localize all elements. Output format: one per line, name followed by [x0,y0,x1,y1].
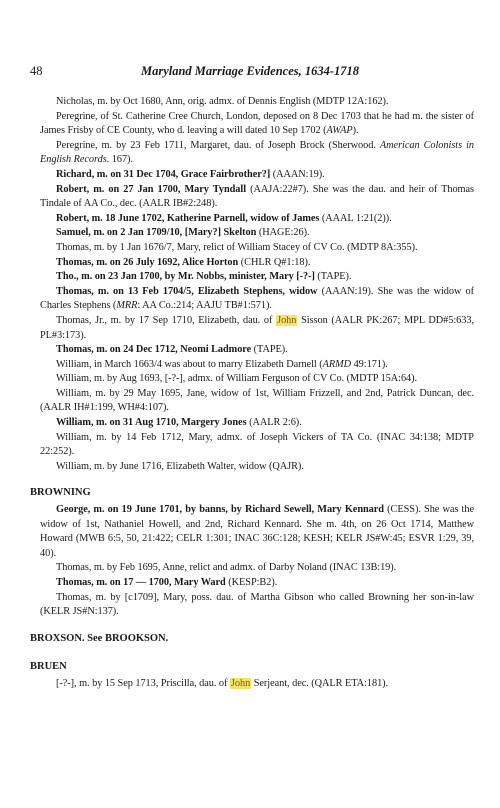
entry-text: Thomas, m. on 13 Feb 1704/5, Elizabeth Stephens, widow [56,285,318,297]
entry-text: (CHLR Q#1:18). [238,256,311,268]
entry-text: Thomas, m. on 17 — 1700, Mary Ward [56,577,226,588]
entry-text: Sisson (AALR PK:267; MPL DD#5:633, PL#3:173). [40,314,474,341]
page-header [30,64,470,80]
entry-text: (AALR 2:6). [246,417,302,429]
entry-text: (HAGE:26). [256,227,310,239]
entry-text: Peregrine, m. by 23 Feb 1711, Margaret, dau. of Joseph Brock (Sherwood. [56,139,380,151]
entry-text: . 167). [106,154,133,166]
entry-text: American Colonists in English Records [40,139,474,166]
entry-text: Robert, m. on 27 Jan 1700, Mary Tyndall [56,183,247,195]
entry-text: William, m. by 14 Feb 1712, Mary, admx. of Joseph Vickers of TA Co. (INAC 34:138; MDTP 22:252). [40,431,474,458]
entry-text: AWAP [326,125,353,137]
marriage-entry [30,183,474,212]
highlighted-term: John [230,677,251,689]
entry-text: (AAJA:22#7). She was the dau. and heir of Thomas Tindale of AA Co., dec. (AALR IB#2:248). [40,183,474,210]
entry-text: Thomas, m. on 24 Dec 1712, Neomi Ladmore [56,344,252,356]
marriage-entry [30,358,474,373]
marriage-entry [30,110,474,139]
surname-heading-bruen: BRUEN [30,661,67,673]
entry-text: [-?-], m. by 15 Sep 1713, Priscilla, dau. of [56,677,230,689]
marriage-entry [30,256,474,271]
entry-text: Peregrine, of St. Catherine Cree Church, London, deposed on 8 Dec 1703 that he had m. the sister of James Frisby of CE County, who d. leaving a will dated 10 Sep 1702 ( [40,110,474,137]
marriage-entry [30,212,474,227]
marriage-entry [30,285,474,314]
marriage-entry [30,270,474,285]
highlighted-term: John [277,314,297,326]
entry-text: Thomas, m. on 26 July 1692, Alice Horton [56,256,239,268]
marriage-entry [30,314,474,343]
entry-text: Nicholas, m. by Oct 1680, Ann, orig. admx. of Dennis English (MDTP 12A:162). [56,96,389,107]
running-title: Maryland Marriage Evidences, 1634-1718 [140,64,360,78]
entry-text: MRR [116,300,138,312]
entry-text: George, m. on 19 June 1701, by banns, by Richard Sewell, Mary Kennard [56,504,384,516]
entry-text: ). [352,125,359,137]
entry-text: Serjeant, dec. (QALR ETA:181). [251,677,389,689]
entry-text: (CESS). She was the widow of 1st, Nathaniel Howell, and 2nd, Richard Kennard. She m. 4th, on 26 Oct 1714, Matthew Howard (MWB 6:5, 50, 21:422; CELR 1:301; INAC 36C:128; KESH; KELR JS#W:45; ESVR 1:29, 39, 40). [40,504,474,559]
entry-text: Robert, m. 18 June 1702, Katherine Parnell, widow of James [56,212,320,224]
entry-text: William, m. by 29 May 1695, Jane, widow of 1st, William Frizzell, and 2nd, Patrick Duncan, dec. (AALR IH#1:199, WH#4:107). [40,387,474,414]
marriage-entry [30,168,474,183]
marriage-entry [30,591,474,620]
entry-text: Thomas, Jr., m. by 17 Sep 1710, Elizabeth, dau. of [56,314,277,326]
page-content [30,95,474,692]
entry-text: : AA Co.:214; AAJU TB#1:571). [137,300,272,312]
entry-text: William, m. by Aug 1693, [-?-], admx. of William Ferguson of CV Co. (MDTP 15A:64). [56,373,418,385]
entries-brown [30,95,474,474]
page-number: 48 [30,64,43,78]
marriage-entry [30,343,474,358]
marriage-entry [30,677,474,692]
entry-text: Thomas, m. by [c1709], Mary, poss. dau. of Martha Gibson who called Browning her son-in-law (KELR JS#N:137). [40,591,474,618]
marriage-entry [30,241,474,256]
marriage-entry [30,139,474,168]
entry-text: William, m. by June 1716, Elizabeth Walter, widow (QAJR). [56,460,304,472]
marriage-entry [30,416,474,431]
marriage-entry [30,372,474,387]
marriage-entry [30,226,474,241]
entry-text: Thomas, m. by Feb 1695, Anne, relict and admx. of Darby Noland (INAC 13B:19). [56,562,397,574]
entry-text: Tho., m. on 23 Jan 1700, by Mr. Nobbs, minister, Mary [-?-] [56,271,315,283]
entry-text: Samuel, m. on 2 Jan 1709/10, [Mary?] Skelton [56,227,257,239]
surname-heading-browning: BROWNING [30,487,91,499]
marriage-entry [30,95,474,110]
entry-text: William, m. on 31 Aug 1710, Margery Jones [56,417,247,429]
cross-reference-broxson: BROXSON. See BROOKSON. [30,632,169,644]
entry-text: (TAPE). [314,271,352,283]
marriage-entry [30,576,474,591]
marriage-entry [30,503,474,561]
entry-text: (AAAN:19). She was the widow of Charles Stephens ( [40,285,474,312]
entry-text: (KESP:B2). [225,577,278,588]
entries-bruen [30,677,474,692]
entry-text: 49:171). [351,358,388,370]
entry-text: (AAAN:19). [270,168,325,180]
marriage-entry [30,387,474,416]
marriage-entry [30,460,474,475]
entry-text: (TAPE). [251,344,288,356]
entry-text: ARMD [322,358,352,370]
entry-text: Richard, m. on 31 Dec 1704, Grace Fairbrother?] [56,168,271,180]
marriage-entry [30,561,474,576]
entries-browning [30,503,474,620]
marriage-entry [30,431,474,460]
entry-text: William, in March 1663/4 was about to marry Elizabeth Darnell ( [56,358,323,370]
entry-text: Thomas, m. by 1 Jan 1676/7, Mary, relict of William Stacey of CV Co. (MDTP 8A:355). [56,241,418,253]
entry-text: (AAAL 1:21(2)). [319,212,392,224]
